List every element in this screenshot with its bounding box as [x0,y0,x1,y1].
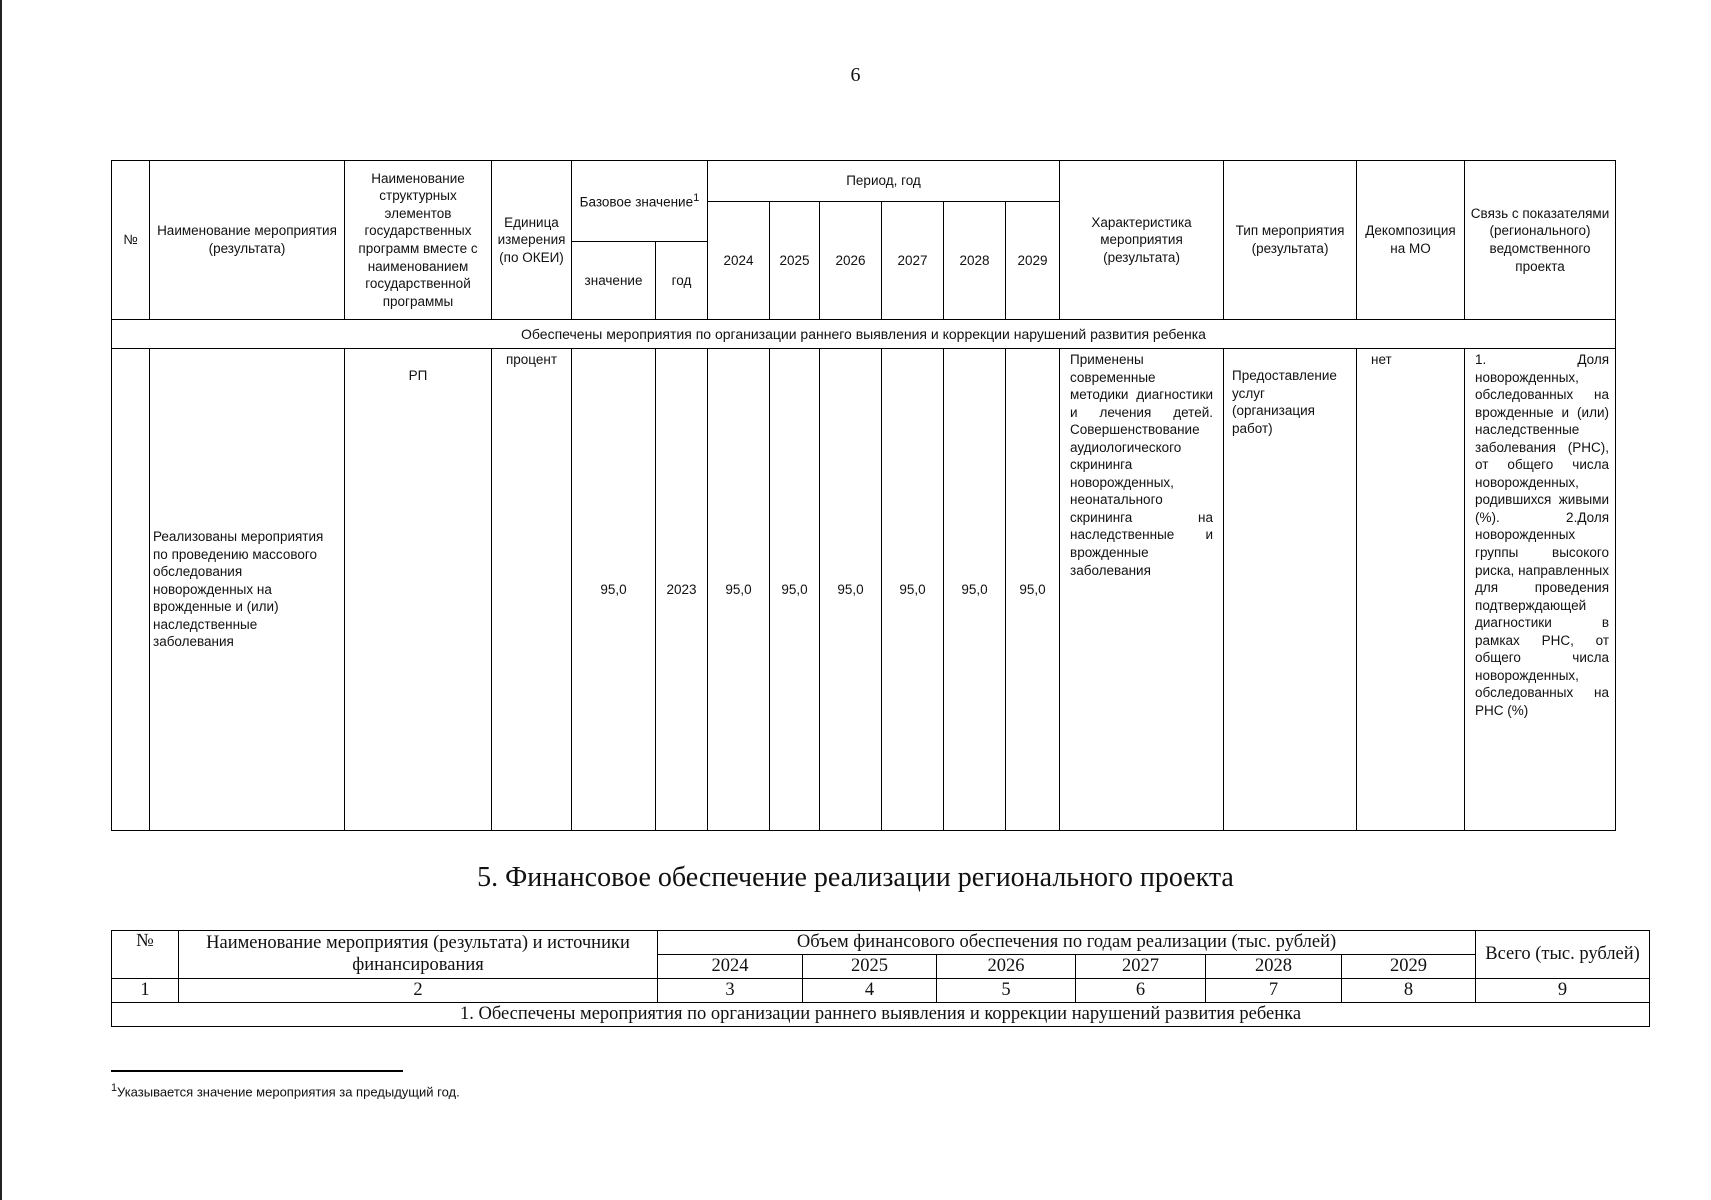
page-number: 6 [850,64,861,86]
header-base-year: год [656,242,708,320]
header-structural: Наименование структурных элементов государственных программ вместе с наименованием государственной программы [345,161,492,320]
row-value-2026: 95,0 [820,349,882,831]
header-year-2025: 2025 [770,202,820,320]
measures-table [111,160,1616,831]
finance-year-2026: 2026 [937,955,1076,979]
section-row: Обеспечены мероприятия по организации раннего выявления и коррекции нарушений развития ребенка [112,320,1616,349]
column-number-9: 9 [1476,979,1650,1003]
finance-section-row: 1. Обеспечены мероприятия по организации раннего выявления и коррекции нарушений развития ребенка [112,1003,1650,1027]
row-base-year: 2023 [656,349,708,831]
row-decomposition: нет [1357,349,1465,831]
row-type: Предоставление услуг (организация работ) [1224,349,1357,831]
header-year-2029: 2029 [1006,202,1060,320]
header-type: Тип мероприятия (результата) [1224,161,1357,320]
column-number-8: 8 [1342,979,1476,1003]
header-base-label: Базовое значение [579,194,694,210]
row-name: Реализованы мероприятия по проведению массового обследования новорожденных на врожденные и (или) наследственные заболевания [150,349,345,831]
column-number-3: 3 [658,979,803,1003]
finance-header-name: Наименование мероприятия (результата) и источники финансирования [179,931,658,979]
column-number-5: 5 [937,979,1076,1003]
footnote [111,1082,460,1099]
row-value-2027: 95,0 [882,349,944,831]
row-unit: процент [492,349,572,831]
header-num: № [112,161,150,320]
row-value-2029: 95,0 [1006,349,1060,831]
column-number-4: 4 [803,979,937,1003]
header-name: Наименование мероприятия (результата) [150,161,345,320]
page-edge-line [0,0,2,1200]
footnote-separator [111,1070,403,1072]
finance-table [111,930,1650,1027]
column-number-6: 6 [1076,979,1206,1003]
finance-year-2027: 2027 [1076,955,1206,979]
header-base-value: значение [572,242,656,320]
section-5-title: 5. Финансовое обеспечение реализации регионального проекта [477,862,1234,893]
finance-year-2029: 2029 [1342,955,1476,979]
row-num [112,349,150,831]
finance-header-num: № [112,931,179,979]
header-base [572,161,708,242]
header-link: Связь с показателями (регионального) ведомственного проекта [1465,161,1616,320]
footnote-text: Указывается значение мероприятия за предыдущий год. [117,1084,460,1100]
header-characteristic: Характеристика мероприятия (результата) [1060,161,1224,320]
row-base-value: 95,0 [572,349,656,831]
row-characteristic: Применены современные методики диагностики и лечения детей. Совершенствование аудиологического скрининга новорожденных, неонатального скрининга на наследственные и врожденные заболевания [1060,349,1224,831]
column-number-2: 2 [179,979,658,1003]
column-number-7: 7 [1206,979,1342,1003]
header-year-2028: 2028 [944,202,1006,320]
header-year-2024: 2024 [708,202,770,320]
footnote-marker: 1 [111,1082,118,1094]
row-structural: РП [345,349,492,831]
base-footnote-marker: 1 [693,191,700,204]
header-year-2026: 2026 [820,202,882,320]
row-value-2028: 95,0 [944,349,1006,831]
header-decomposition: Декомпозиция на МО [1357,161,1465,320]
column-number-1: 1 [112,979,179,1003]
row-value-2025: 95,0 [770,349,820,831]
finance-year-2028: 2028 [1206,955,1342,979]
finance-year-2024: 2024 [658,955,803,979]
row-value-2024: 95,0 [708,349,770,831]
finance-header-total: Всего (тыс. рублей) [1476,931,1650,979]
header-unit: Единица измерения (по ОКЕИ) [492,161,572,320]
finance-year-2025: 2025 [803,955,937,979]
row-link: 1. Доля новорожденных, обследованных на врожденные и (или) наследственные заболевания (РНС), от общего числа новорожденных, родившихся живыми (%). 2.Доля новорожденных группы высокого риска, направленных для проведения подтверждающей диагностики в рамках РНС, от общего числа новорожденных, обследованных на РНС (%) [1465,349,1616,831]
finance-header-volume: Объем финансового обеспечения по годам реализации (тыс. рублей) [658,931,1476,955]
header-year-2027: 2027 [882,202,944,320]
header-period: Период, год [708,161,1060,202]
